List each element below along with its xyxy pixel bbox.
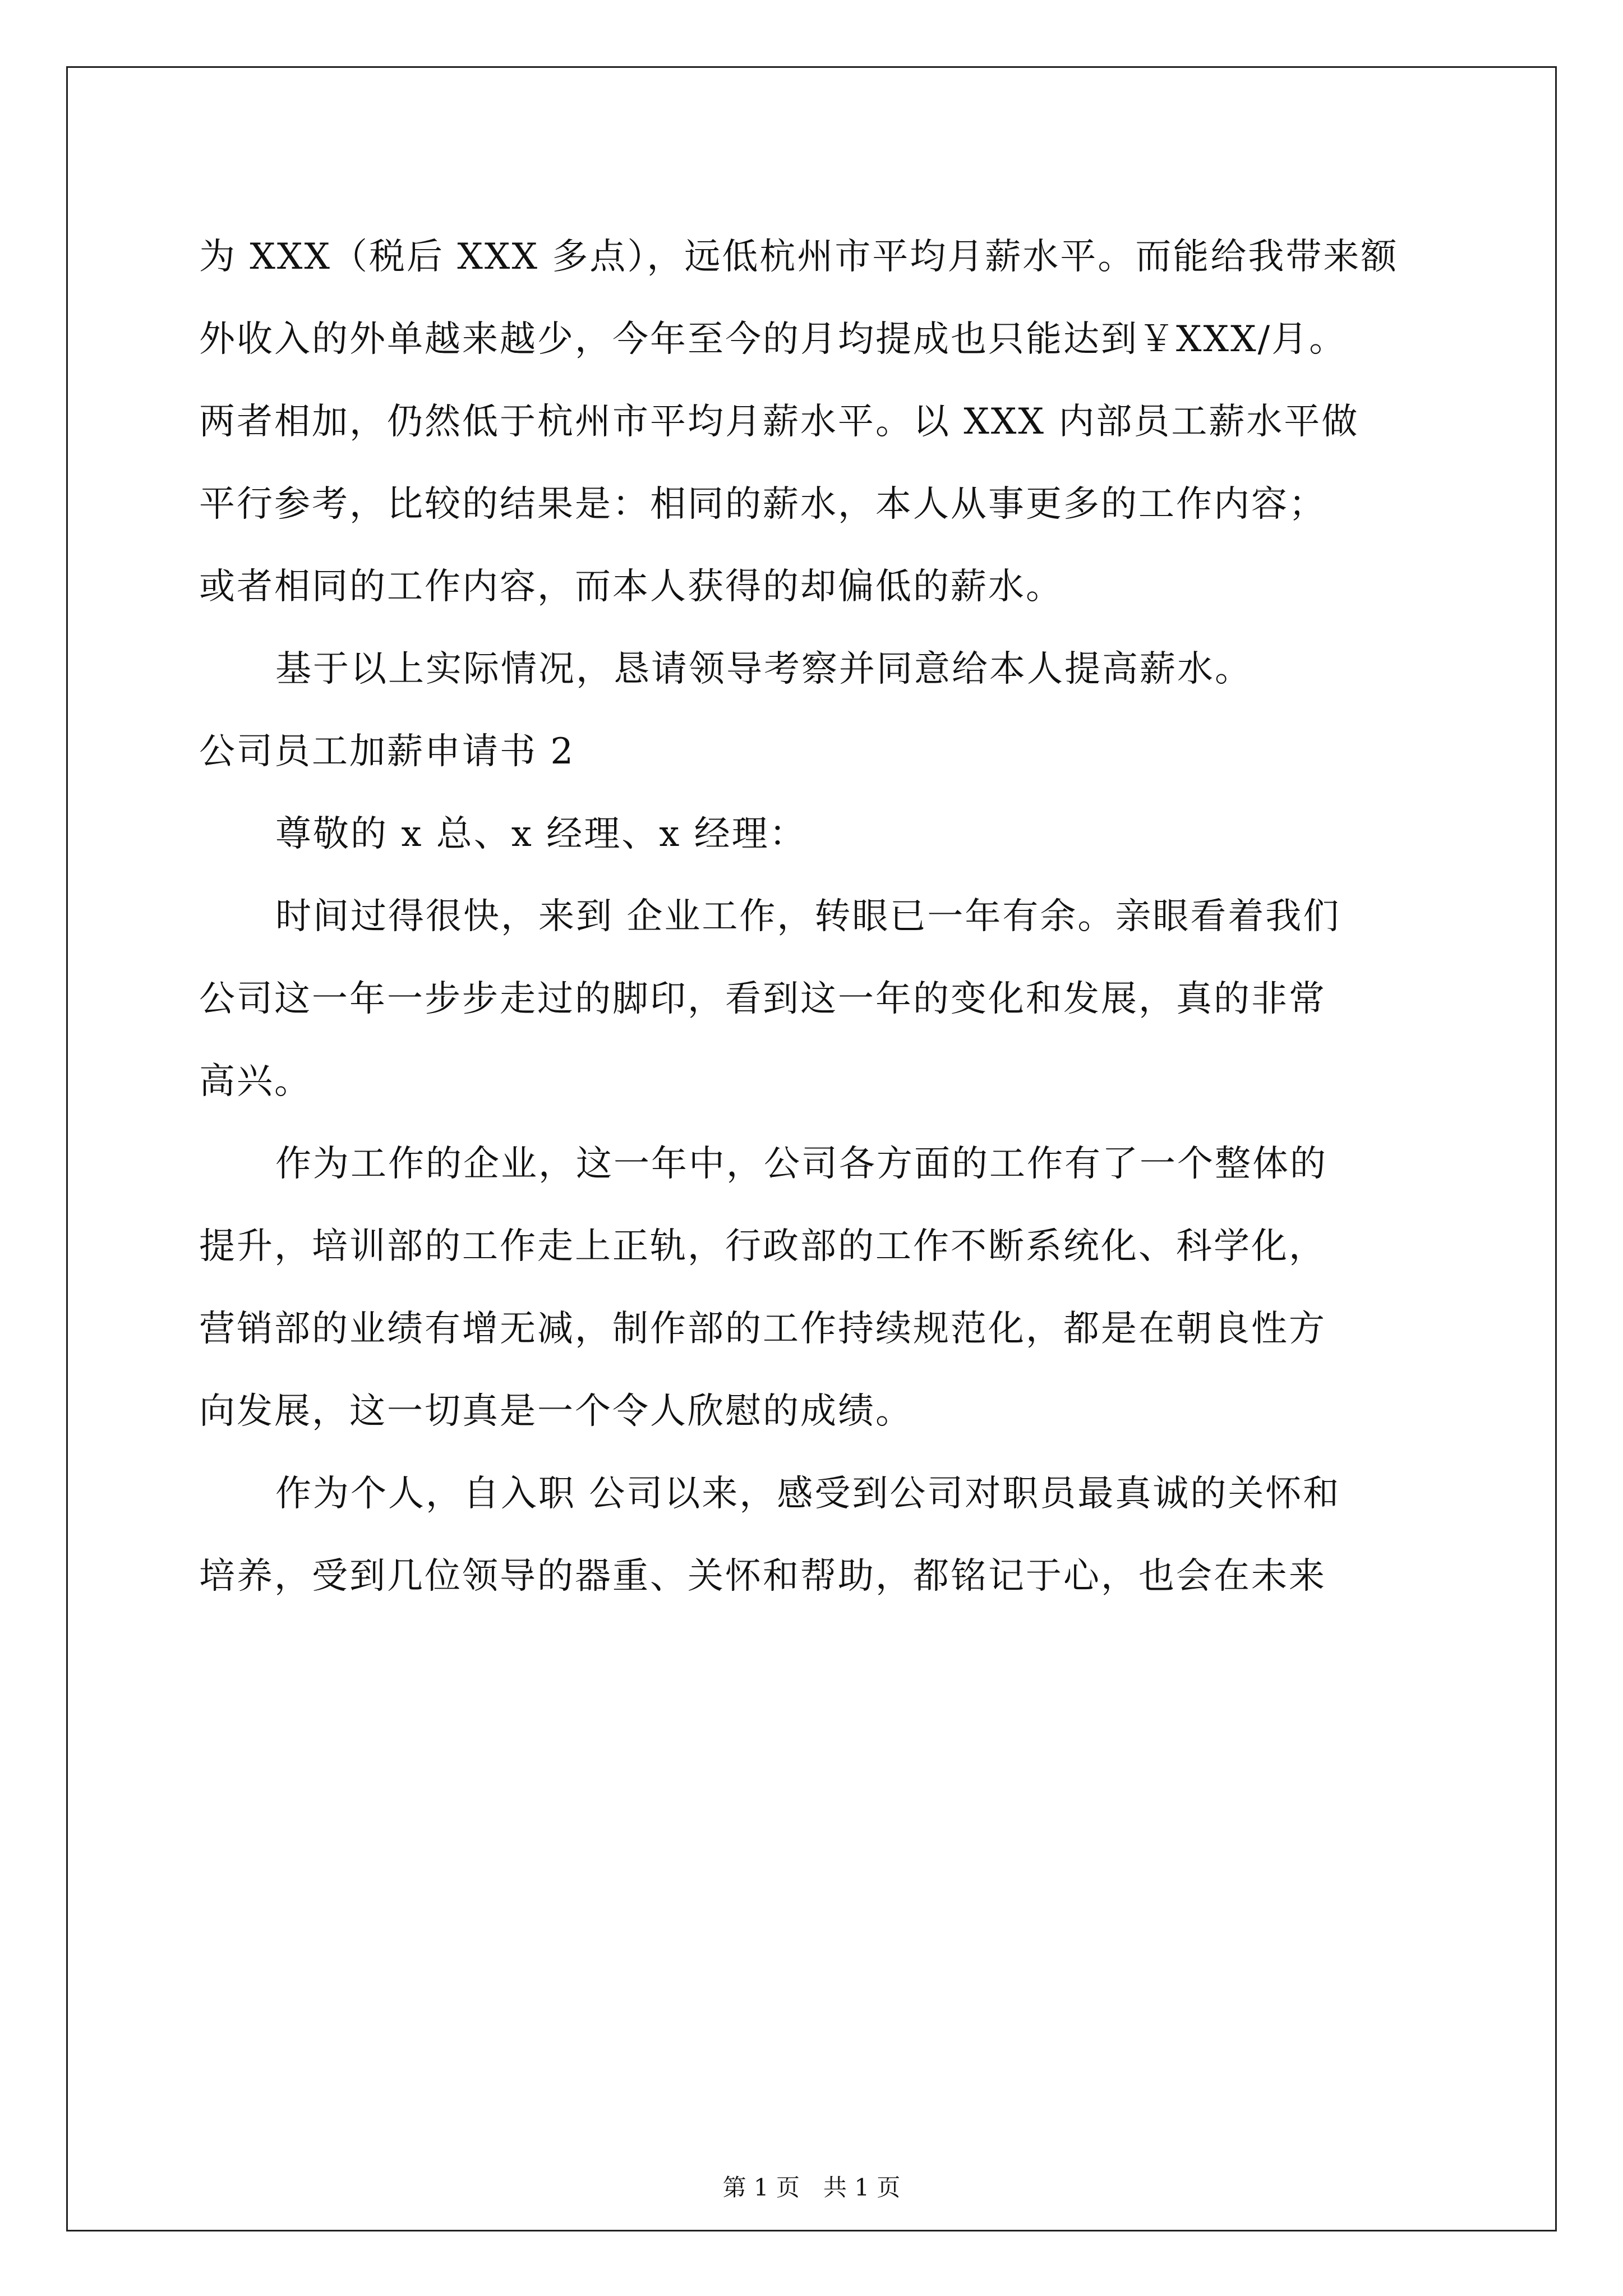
text-line: 提升，培训部的工作走上正轨，行政部的工作不断系统化、科学化， xyxy=(199,1226,1326,1267)
text-line: 作为工作的企业，这一年中，公司各方面的工作有了一个整体的 xyxy=(275,1143,1327,1185)
text-line: 时间过得很快，来到 企业工作，转眼已一年有余。亲眼看着我们 xyxy=(275,896,1341,937)
text-line: 营销部的业绩有增无减，制作部的工作持续规范化，都是在朝良性方 xyxy=(199,1308,1326,1350)
text-line: 为 XXX（税后 XXX 多点），远低杭州市平均月薪水平。而能给我带来额 xyxy=(199,236,1399,278)
text-line: 或者相同的工作内容，而本人获得的却偏低的薪水。 xyxy=(199,566,1063,608)
text-line: 高兴。 xyxy=(199,1061,312,1102)
text-line: 基于以上实际情况，恳请领导考察并同意给本人提高薪水。 xyxy=(275,648,1252,690)
document-body xyxy=(199,216,1438,1618)
text-line: 外收入的外单越来越少，今年至今的月均提成也只能达到￥XXX/月。 xyxy=(199,319,1347,360)
text-line: 公司这一年一步步走过的脚印，看到这一年的变化和发展，真的非常 xyxy=(199,978,1326,1020)
text-line: 两者相加，仍然低于杭州市平均月薪水平。以 XXX 内部员工薪水平做 xyxy=(199,401,1359,443)
salutation: 尊敬的 x 总、x 经理、x 经理： xyxy=(275,813,807,855)
section-heading: 公司员工加薪申请书 2 xyxy=(199,731,575,772)
text-line: 作为个人，自入职 公司以来，感受到公司对职员最真诚的关怀和 xyxy=(275,1473,1341,1515)
text-line: 平行参考，比较的结果是：相同的薪水，本人从事更多的工作内容； xyxy=(199,484,1326,525)
text-line: 培养，受到几位领导的器重、关怀和帮助，都铭记于心，也会在未来 xyxy=(199,1556,1326,1597)
text-line: 向发展，这一切真是一个令人欣慰的成绩。 xyxy=(199,1391,913,1432)
page-footer: 第 1 页 共 1 页 xyxy=(722,2174,901,2201)
